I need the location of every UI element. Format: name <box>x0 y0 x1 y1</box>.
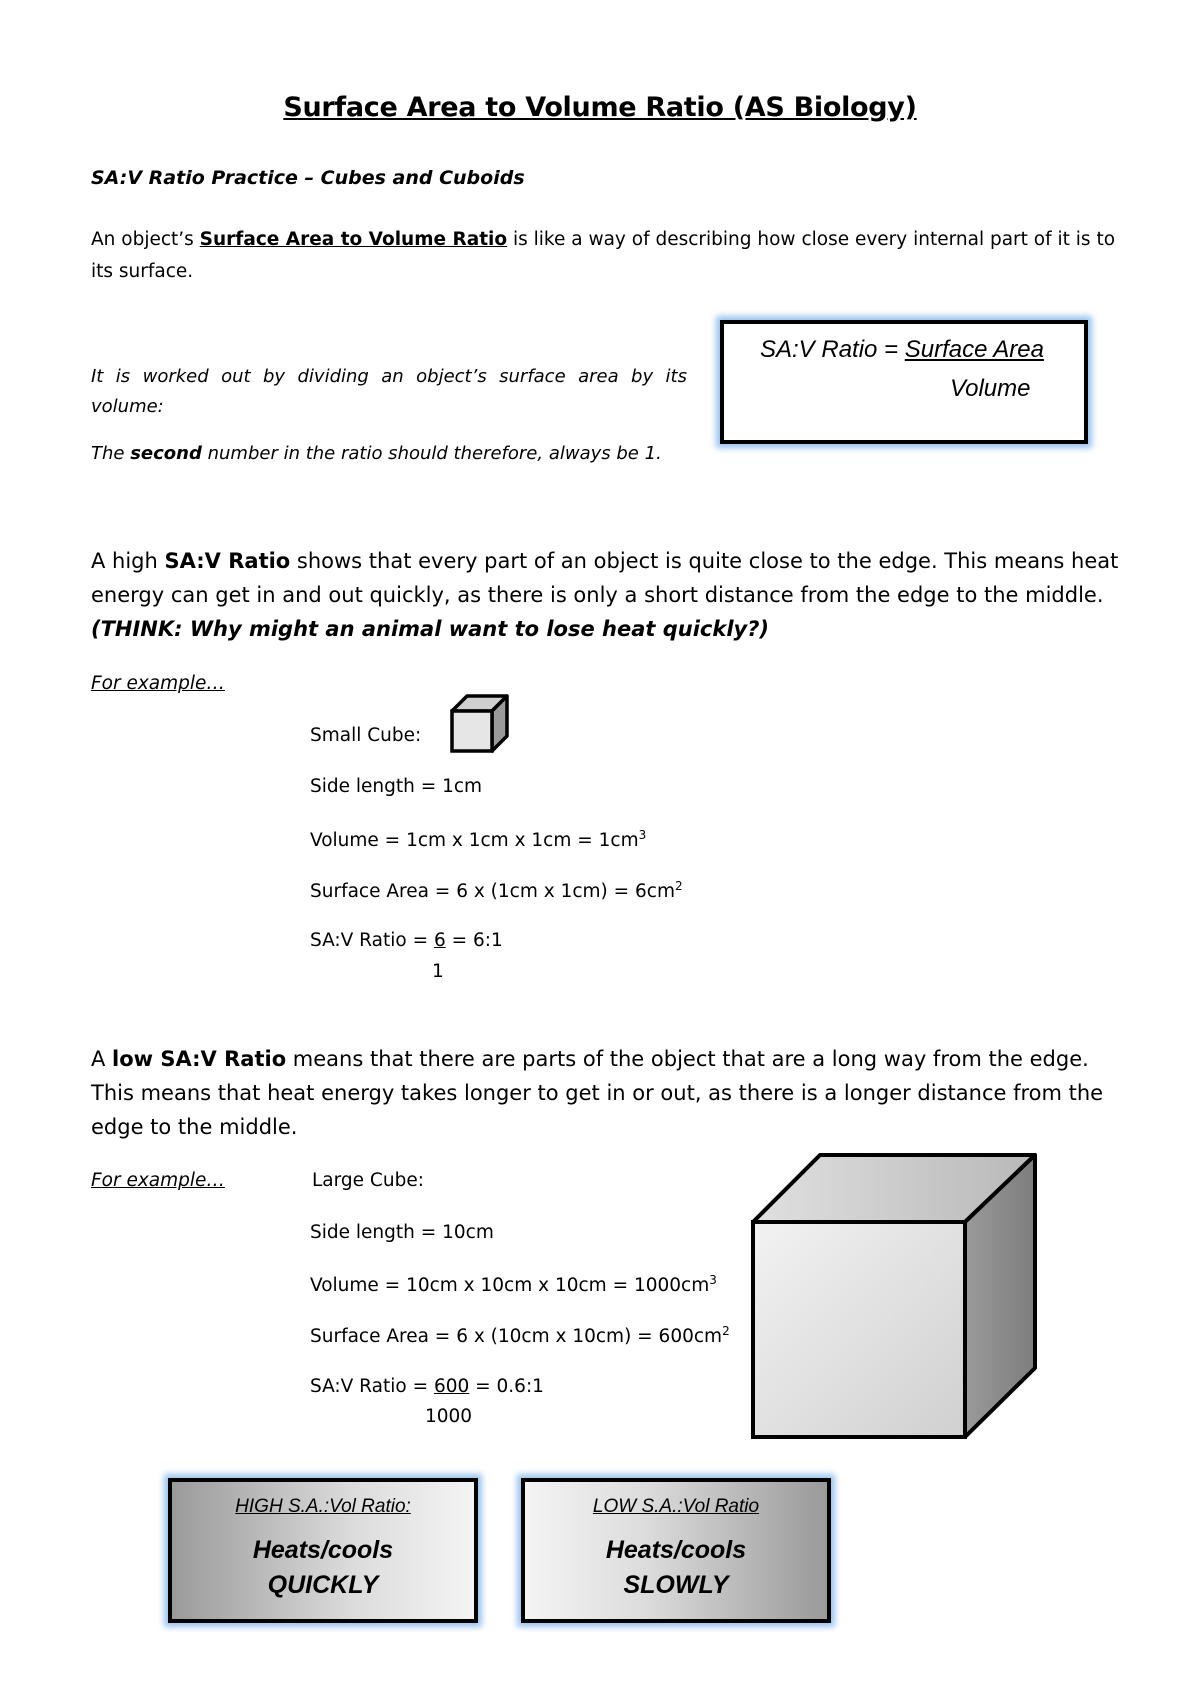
intro-term: Surface Area to Volume Ratio <box>199 229 508 250</box>
small-volume-sup: 3 <box>638 828 647 842</box>
small-cube-heading: Small Cube: <box>310 725 422 746</box>
large-volume-text: Volume = 10cm x 10cm x 10cm = 1000cm <box>310 1275 710 1297</box>
small-side-length: Side length = 1cm <box>310 776 483 797</box>
large-ratio-num: 600 <box>433 1376 470 1397</box>
section-subtitle: SA:V Ratio Practice – Cubes and Cuboids <box>91 167 525 189</box>
large-volume-sup: 3 <box>709 1273 717 1287</box>
low-post: means that there are parts of the object that are a long way from the edge. This means that heat energy takes longer to get in or out, as there is a longer distance from the edge to the middle. <box>91 1047 1104 1139</box>
intro-post: is like a way of describing how close every internal part of it is to its surface. <box>91 229 1116 282</box>
formula-lhs: SA:V Ratio = <box>760 336 905 363</box>
low-ratio-paragraph <box>91 1042 1121 1144</box>
page-title: Surface Area to Volume Ratio (AS Biology) <box>283 92 917 123</box>
high-bold: SA:V Ratio <box>164 549 291 573</box>
large-example-label: For example… <box>91 1170 225 1191</box>
high-box-line1: Heats/cools <box>252 1536 394 1564</box>
worked-out-text: It is worked out by dividing an object’s surface area by its volume: <box>91 366 687 417</box>
small-ratio-pre: SA:V Ratio = <box>310 930 434 951</box>
large-surface-sup: 2 <box>722 1324 730 1338</box>
large-volume <box>310 1273 717 1296</box>
intro-pre: An object’s <box>91 229 200 250</box>
high-post: shows that every part of an object is quite close to the edge. This means heat energy can get in and out quickly, as there is only a short distance from the edge to the middle. <box>91 549 1119 607</box>
small-surface-area <box>310 879 683 902</box>
low-box-line2: SLOWLY <box>623 1571 729 1599</box>
second-note-post: number in the ratio should therefore, always be 1. <box>201 443 662 464</box>
low-ratio-summary-box <box>521 1478 831 1623</box>
high-box-heading: HIGH S.A.:Vol Ratio: <box>235 1496 411 1517</box>
large-cube-heading: Large Cube: <box>312 1170 424 1191</box>
high-box-line2: QUICKLY <box>267 1571 379 1599</box>
large-ratio-pre: SA:V Ratio = <box>310 1376 434 1397</box>
low-box-heading: LOW S.A.:Vol Ratio <box>592 1496 760 1517</box>
small-volume-text: Volume = 1cm x 1cm x 1cm = 1cm <box>310 830 639 852</box>
large-side-length: Side length = 10cm <box>310 1222 494 1243</box>
high-ratio-paragraph <box>91 544 1121 646</box>
small-ratio-denominator: 1 <box>432 961 444 982</box>
large-ratio-post: = 0.6:1 <box>469 1376 544 1397</box>
small-example-label: For example… <box>91 673 225 694</box>
large-ratio <box>310 1376 544 1397</box>
large-surface-area <box>310 1324 730 1347</box>
large-cube-icon <box>750 1152 1040 1440</box>
small-cube-icon <box>449 693 511 755</box>
formula-denominator: Volume <box>950 375 1031 402</box>
small-ratio <box>310 930 503 951</box>
large-ratio-denominator: 1000 <box>425 1406 473 1427</box>
second-note-bold: second <box>130 443 202 464</box>
low-pre: A <box>91 1047 113 1071</box>
think-question: (THINK: Why might an animal want to lose heat quickly?) <box>91 617 770 641</box>
low-bold: low SA:V Ratio <box>112 1047 287 1071</box>
formula-numerator: Surface Area <box>904 336 1044 363</box>
high-pre: A high <box>91 549 165 573</box>
small-surface-text: Surface Area = 6 x (1cm x 1cm) = 6cm <box>310 881 675 903</box>
small-volume <box>310 828 646 851</box>
small-ratio-post: = 6:1 <box>445 930 503 951</box>
high-ratio-summary-box <box>168 1478 478 1623</box>
second-number-note <box>91 443 662 464</box>
intro-paragraph <box>91 224 1121 288</box>
second-note-pre: The <box>91 443 131 464</box>
formula-numerator-line <box>760 336 1044 364</box>
small-surface-sup: 2 <box>674 879 683 893</box>
large-surface-text: Surface Area = 6 x (10cm x 10cm) = 600cm <box>310 1326 723 1348</box>
small-ratio-num: 6 <box>433 930 446 951</box>
low-box-line1: Heats/cools <box>605 1536 747 1564</box>
